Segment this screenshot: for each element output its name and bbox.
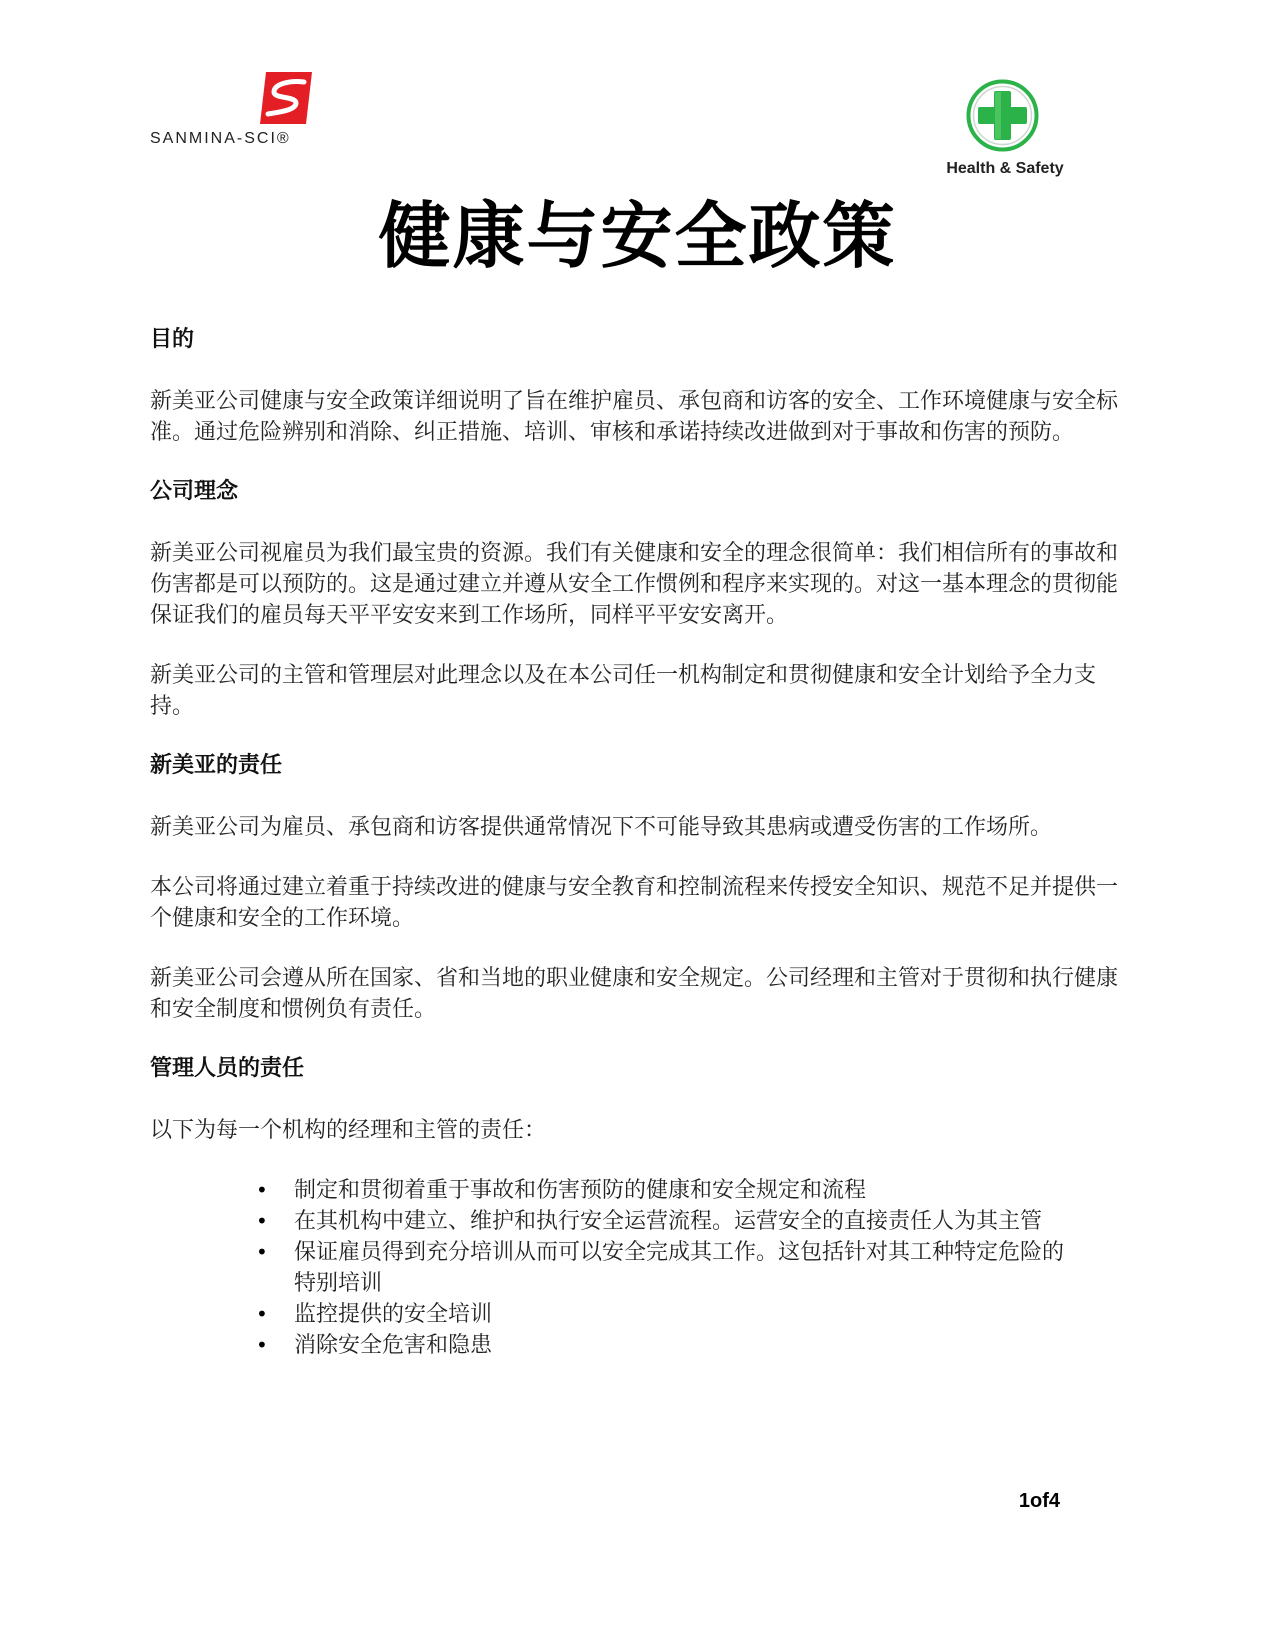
management-duty-list <box>150 1175 1085 1361</box>
green-cross-icon <box>965 78 1040 153</box>
list-item-text: 在其机构中建立、维护和执行安全运营流程。运营安全的直接责任人为其主管 <box>294 1209 1043 1234</box>
bullet-icon: • <box>256 1209 268 1233</box>
list-item-text: 消除安全危害和隐患 <box>294 1333 493 1358</box>
company-duty-paragraph-3: 新美亚公司会遵从所在国家、省和当地的职业健康和安全规定。公司经理和主管对于贯彻和执行健康和安全制度和惯例负有责任。 <box>150 966 1119 1022</box>
section-heading-management-duty: 管理人员的责任 <box>150 1056 305 1081</box>
sanmina-sci-logo <box>150 70 320 150</box>
section-heading-philosophy: 公司理念 <box>150 479 239 504</box>
company-duty-paragraph-2: 本公司将通过建立着重于持续改进的健康与安全教育和控制流程来传授安全知识、规范不足并提供一个健康和安全的工作环境。 <box>150 875 1119 931</box>
list-item-text: 保证雇员得到充分培训从而可以安全完成其工作。这包括针对其工种特定危险的特别培训 <box>294 1240 1065 1296</box>
health-safety-label: Health & Safety <box>946 160 1064 177</box>
bullet-icon: • <box>256 1240 268 1264</box>
philosophy-paragraph-1: 新美亚公司视雇员为我们最宝贵的资源。我们有关健康和安全的理念很简单：我们相信所有的事故和伤害都是可以预防的。这是通过建立并遵从安全工作惯例和程序来实现的。对这一基本理念的贯彻能保证我们的雇员每天平平安安来到工作场所，同样平平安安离开。 <box>150 541 1119 628</box>
list-item <box>256 1237 1085 1299</box>
list-item-text: 制定和贯彻着重于事故和伤害预防的健康和安全规定和流程 <box>294 1178 867 1203</box>
management-duty-intro: 以下为每一个机构的经理和主管的责任： <box>150 1118 547 1143</box>
purpose-paragraph: 新美亚公司健康与安全政策详细说明了旨在维护雇员、承包商和访客的安全、工作环境健康与安全标准。通过危险辨别和消除、纠正措施、培训、审核和承诺持续改进做到对于事故和伤害的预防。 <box>150 389 1119 445</box>
document-body <box>150 325 1125 1361</box>
section-heading-company-duty: 新美亚的责任 <box>150 753 283 778</box>
health-safety-logo <box>930 70 1080 180</box>
section-heading-purpose: 目的 <box>150 327 195 352</box>
bullet-icon: • <box>256 1333 268 1357</box>
list-item <box>256 1206 1085 1237</box>
list-item <box>256 1175 1085 1206</box>
list-item <box>256 1330 1085 1361</box>
bullet-icon: • <box>256 1302 268 1326</box>
philosophy-paragraph-2: 新美亚公司的主管和管理层对此理念以及在本公司任一机构制定和贯彻健康和安全计划给予全力支持。 <box>150 663 1097 719</box>
bullet-icon: • <box>256 1178 268 1202</box>
list-item-text: 监控提供的安全培训 <box>294 1302 493 1327</box>
sanmina-s-mark-icon <box>260 72 312 124</box>
sanmina-sci-wordmark: SANMINA-SCI® <box>150 130 291 147</box>
page-number: 1of4 <box>1018 1490 1060 1512</box>
company-duty-paragraph-1: 新美亚公司为雇员、承包商和访客提供通常情况下不可能导致其患病或遭受伤害的工作场所。 <box>150 815 1053 840</box>
document-title: 健康与安全政策 <box>378 193 897 278</box>
list-item <box>256 1299 1085 1330</box>
